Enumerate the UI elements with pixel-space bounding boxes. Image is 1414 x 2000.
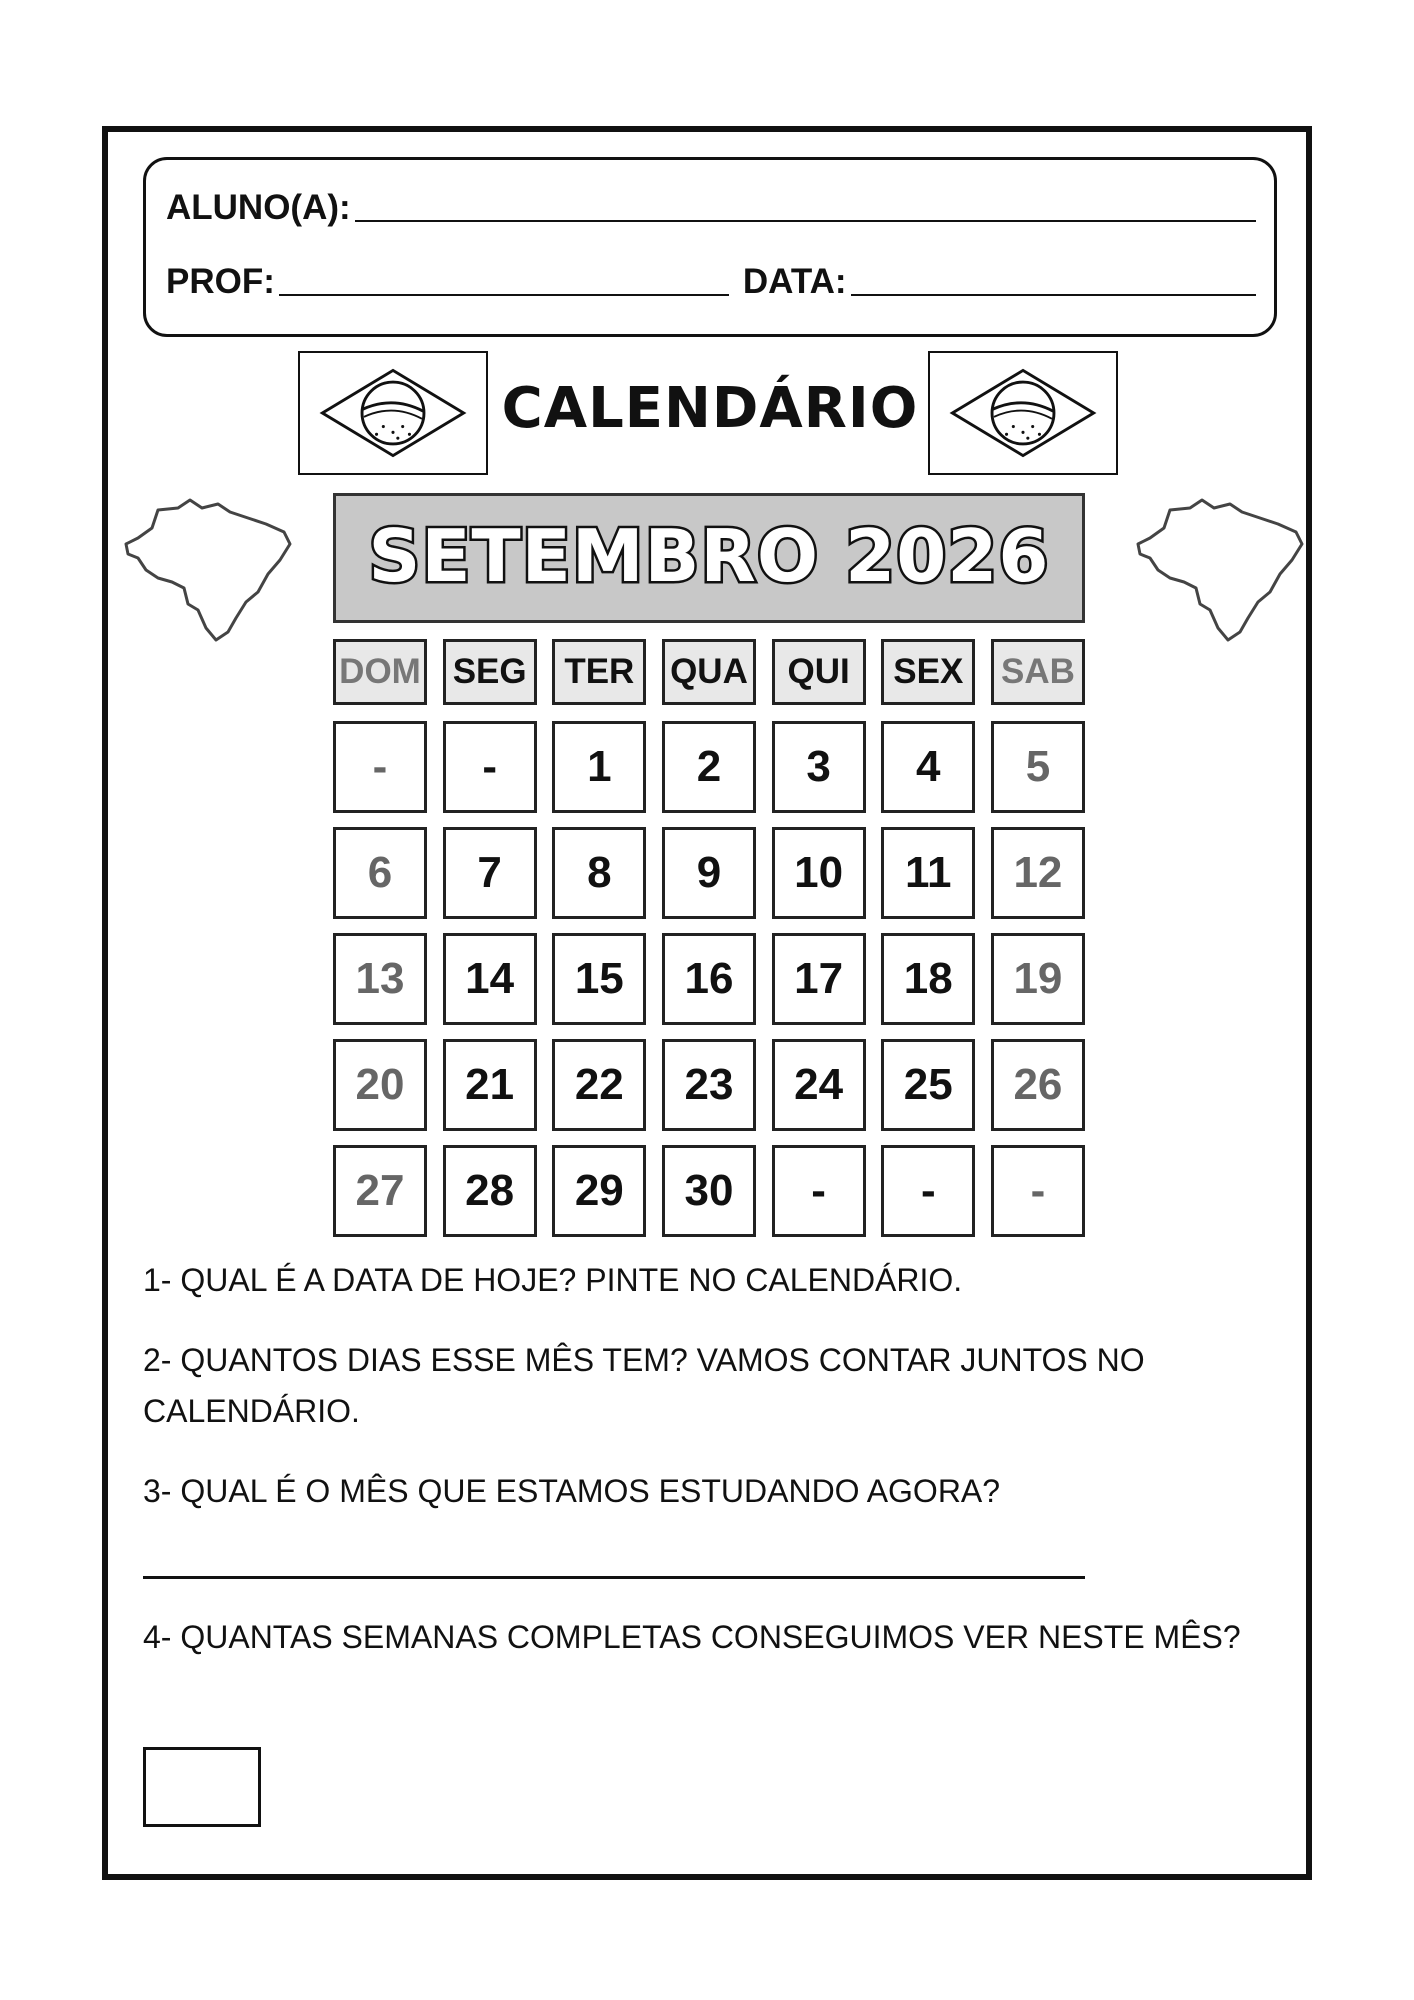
brazil-map-icon xyxy=(1130,478,1310,648)
calendar-day-cell[interactable]: - xyxy=(772,1145,866,1237)
calendar-day-cell[interactable]: 2 xyxy=(662,721,756,813)
brazil-flag-icon xyxy=(928,351,1118,475)
calendar-day-cell[interactable]: 15 xyxy=(552,933,646,1025)
calendar-day-cell[interactable]: - xyxy=(443,721,537,813)
calendar-day-cell[interactable]: 19 xyxy=(991,933,1085,1025)
aluno-row xyxy=(166,188,1256,228)
aluno-field[interactable] xyxy=(355,218,1256,222)
calendar-day-cell[interactable]: - xyxy=(333,721,427,813)
weekday-header-row xyxy=(333,639,1085,705)
calendar-day-cell[interactable]: 9 xyxy=(662,827,756,919)
question-3: 3- QUAL É O MÊS QUE ESTAMOS ESTUDANDO AGORA? xyxy=(143,1473,1001,1509)
calendar-day-cell[interactable]: 16 xyxy=(662,933,756,1025)
weekday-header: SEX xyxy=(881,639,975,705)
month-banner-text xyxy=(349,503,1069,613)
page-title: CALENDÁRIO xyxy=(501,376,919,441)
brazil-map-icon xyxy=(118,478,298,648)
svg-text:SETEMBRO 2026: SETEMBRO 2026 xyxy=(368,514,1050,598)
calendar-day-cell[interactable]: 24 xyxy=(772,1039,866,1131)
student-info-box xyxy=(143,157,1277,337)
calendar-day-cell[interactable]: 1 xyxy=(552,721,646,813)
data-field[interactable] xyxy=(851,292,1256,296)
weekday-header: SEG xyxy=(443,639,537,705)
weekday-header: DOM xyxy=(333,639,427,705)
calendar-day-cell[interactable]: 30 xyxy=(662,1145,756,1237)
question-2: 2- QUANTOS DIAS ESSE MÊS TEM? VAMOS CONTAR JUNTOS NO CALENDÁRIO. xyxy=(143,1342,1145,1429)
calendar-day-cell[interactable]: 18 xyxy=(881,933,975,1025)
calendar-day-cell[interactable]: 22 xyxy=(552,1039,646,1131)
calendar-day-cell[interactable]: 12 xyxy=(991,827,1085,919)
calendar-day-cell[interactable]: 3 xyxy=(772,721,866,813)
calendar-day-cell[interactable]: 14 xyxy=(443,933,537,1025)
calendar-day-cell[interactable]: 26 xyxy=(991,1039,1085,1131)
prof-label: PROF: xyxy=(166,262,275,301)
calendar-day-cell[interactable]: - xyxy=(881,1145,975,1237)
aluno-label: ALUNO(A): xyxy=(166,188,351,227)
answer-box[interactable] xyxy=(143,1747,261,1827)
calendar-day-cell[interactable]: 6 xyxy=(333,827,427,919)
calendar-day-cell[interactable]: 29 xyxy=(552,1145,646,1237)
calendar-day-cell[interactable]: 25 xyxy=(881,1039,975,1131)
calendar-day-cell[interactable]: 13 xyxy=(333,933,427,1025)
prof-data-row xyxy=(166,262,1256,302)
data-label: DATA: xyxy=(742,262,847,301)
weekday-header: QUI xyxy=(772,639,866,705)
calendar-week-row xyxy=(333,721,1085,813)
calendar-day-cell[interactable]: 20 xyxy=(333,1039,427,1131)
calendar-day-cell[interactable]: 11 xyxy=(881,827,975,919)
calendar-day-cell[interactable]: 5 xyxy=(991,721,1085,813)
calendar-day-cell[interactable]: 4 xyxy=(881,721,975,813)
question-1: 1- QUAL É A DATA DE HOJE? PINTE NO CALENDÁRIO. xyxy=(143,1262,963,1298)
month-banner xyxy=(333,493,1085,623)
calendar-day-cell[interactable]: 7 xyxy=(443,827,537,919)
prof-field[interactable] xyxy=(279,292,729,296)
answer-line[interactable] xyxy=(143,1576,1085,1579)
weekday-header: SAB xyxy=(991,639,1085,705)
calendar-day-cell[interactable]: 27 xyxy=(333,1145,427,1237)
brazil-flag-icon xyxy=(298,351,488,475)
question-4: 4- QUANTAS SEMANAS COMPLETAS CONSEGUIMOS VER NESTE MÊS? xyxy=(143,1619,1241,1655)
calendar-week-row xyxy=(333,933,1085,1025)
calendar-day-cell[interactable]: 8 xyxy=(552,827,646,919)
calendar-day-cell[interactable]: 17 xyxy=(772,933,866,1025)
calendar-week-row xyxy=(333,827,1085,919)
calendar-day-cell[interactable]: 21 xyxy=(443,1039,537,1131)
weekday-header: TER xyxy=(552,639,646,705)
calendar-day-cell[interactable]: 28 xyxy=(443,1145,537,1237)
calendar-day-cell[interactable]: - xyxy=(991,1145,1085,1237)
calendar-grid xyxy=(333,639,1085,1237)
calendar-week-row xyxy=(333,1145,1085,1237)
calendar-day-cell[interactable]: 10 xyxy=(772,827,866,919)
weekday-header: QUA xyxy=(662,639,756,705)
calendar-day-cell[interactable]: 23 xyxy=(662,1039,756,1131)
calendar-week-row xyxy=(333,1039,1085,1131)
